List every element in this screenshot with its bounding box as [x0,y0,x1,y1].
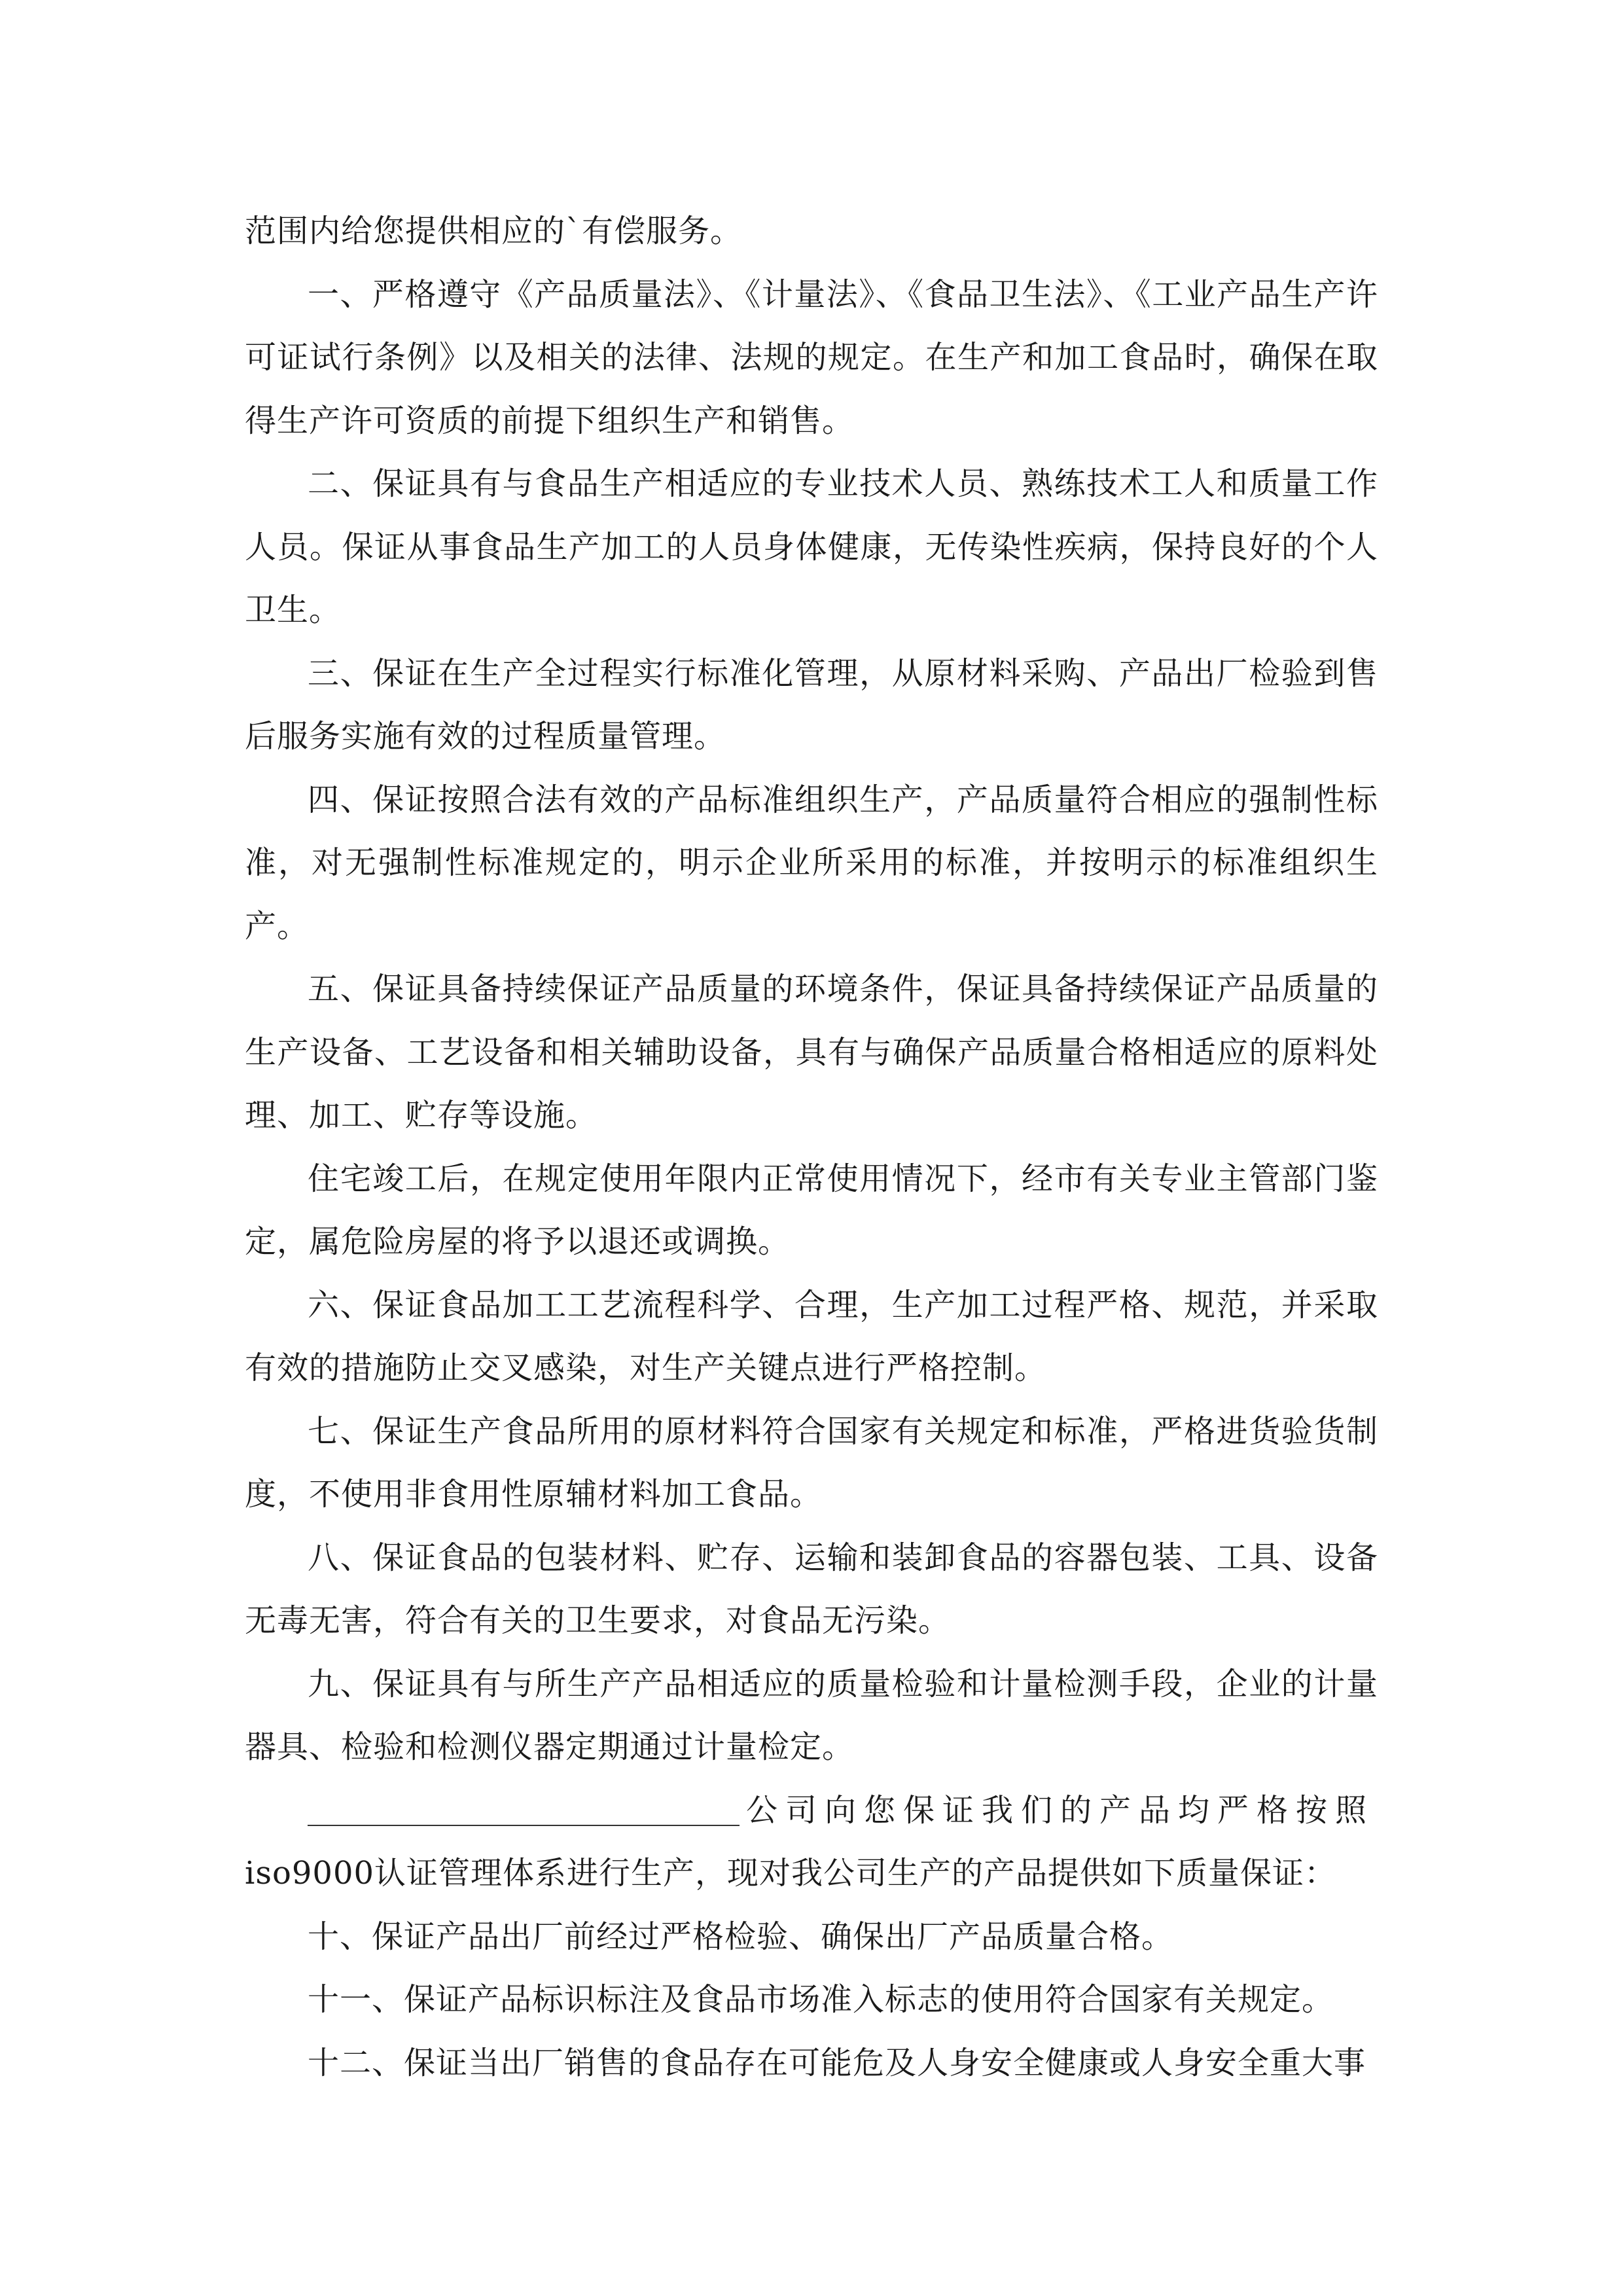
paragraph-housing: 住宅竣工后，在规定使用年限内正常使用情况下，经市有关专业主管部门鉴定，属危险房屋的将予以退还或调换。 [245,1160,1378,1260]
paragraph-9: 九、保证具有与所生产产品相适应的质量检验和计量检测手段，企业的计量器具、检验和检测仪器定期通过计量检定。 [245,1665,1378,1765]
paragraph-6: 六、保证食品加工工艺流程科学、合理，生产加工过程严格、规范，并采取有效的措施防止交叉感染，对生产关键点进行严格控制。 [245,1286,1378,1386]
paragraph-10: 十、保证产品出厂前经过严格检验、确保出厂产品质量合格。 [308,1918,1174,1955]
paragraph-2: 二、保证具有与食品生产相适应的专业技术人员、熟练技术工人和质量工作人员。保证从事食品生产加工的人员身体健康，无传染性疾病，保持良好的个人卫生。 [245,465,1378,628]
document-body [245,200,1378,2094]
paragraph-5: 五、保证具备持续保证产品质量的环境条件，保证具备持续保证产品质量的生产设备、工艺设备和相关辅助设备，具有与确保产品质量合格相适应的原料处理、加工、贮存等设施。 [245,971,1378,1134]
paragraph-3: 三、保证在生产全过程实行标准化管理，从原材料采购、产品出厂检验到售后服务实施有效的过程质量管理。 [245,655,1378,755]
company-statement [245,1779,1378,1842]
company-statement-continued: iso9000认证管理体系进行生产，现对我公司生产的产品提供如下质量保证： [245,1855,1337,1892]
company-statement-text: 公司向您保证我们的产品均严格按照 [746,1791,1375,1829]
paragraph-4: 四、保证按照合法有效的产品标准组织生产，产品质量符合相应的强制性标准，对无强制性标准规定的，明示企业所采用的标准，并按明示的标准组织生产。 [245,781,1378,944]
company-name-blank[interactable] [308,1785,740,1826]
paragraph-12: 十二、保证当出厂销售的食品存在可能危及人身安全健康或人身安全重大事 [308,2044,1366,2081]
paragraph-8: 八、保证食品的包装材料、贮存、运输和装卸食品的容器包装、工具、设备无毒无害，符合有关的卫生要求，对食品无污染。 [245,1539,1378,1639]
paragraph-1: 一、严格遵守《产品质量法》、《计量法》、《食品卫生法》、《工业产品生产许可证试行条例》以及相关的法律、法规的规定。在生产和加工食品时，确保在取得生产许可资质的前提下组织生产和销售。 [245,276,1378,439]
paragraph-continuation: 范围内给您提供相应的`有偿服务。 [245,213,743,249]
paragraph-7: 七、保证生产食品所用的原材料符合国家有关规定和标准，严格进货验货制度，不使用非食用性原辅材料加工食品。 [245,1412,1378,1513]
paragraph-11: 十一、保证产品标识标注及食品市场准入标志的使用符合国家有关规定。 [308,1981,1334,2018]
